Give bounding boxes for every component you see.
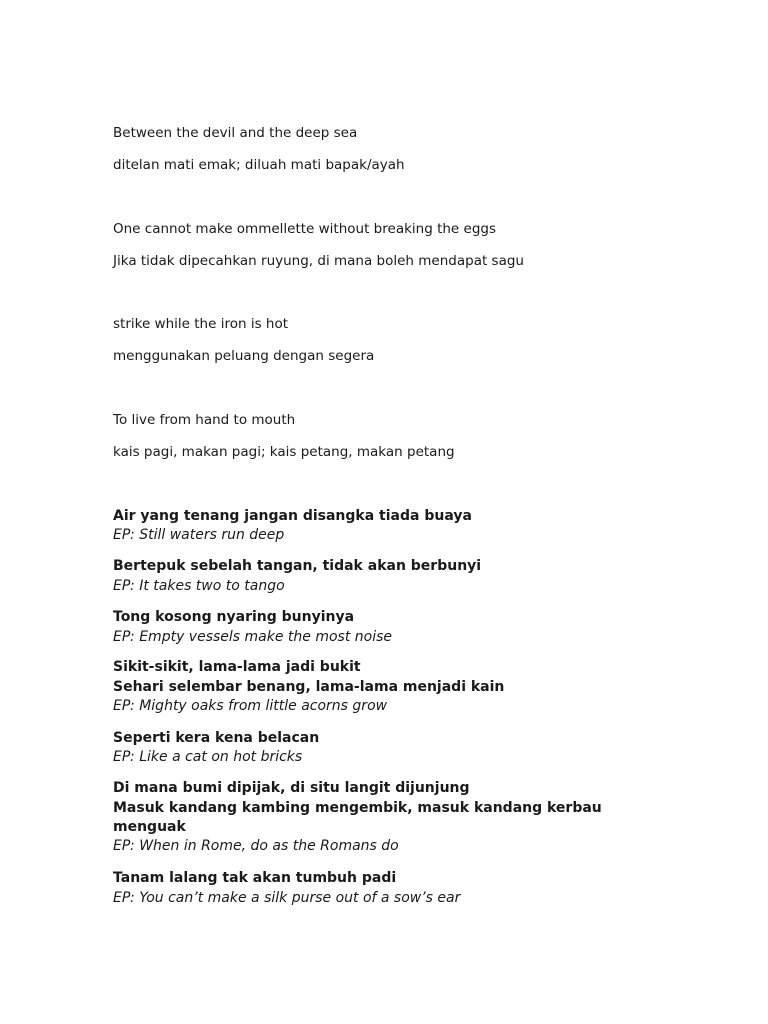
english-equivalent: EP: Mighty oaks from little acorns grow bbox=[113, 698, 388, 714]
english-equivalent: EP: It takes two to tango bbox=[113, 578, 285, 594]
english-equivalent: EP: Still waters run deep bbox=[113, 527, 285, 543]
malay-phrase: Jika tidak dipecahkan ruyung, di mana boleh mendapat sagu bbox=[113, 253, 524, 269]
malay-proverb: Di mana bumi dipijak, di situ langit dijunjung bbox=[113, 780, 470, 796]
malay-proverb: Tanam lalang tak akan tumbuh padi bbox=[113, 870, 397, 886]
english-equivalent: EP: Like a cat on hot bricks bbox=[113, 749, 303, 765]
malay-phrase: kais pagi, makan pagi; kais petang, makan petang bbox=[113, 444, 455, 460]
malay-proverb: Sikit-sikit, lama-lama jadi bukit bbox=[113, 659, 361, 675]
malay-proverb: Air yang tenang jangan disangka tiada buaya bbox=[113, 508, 472, 524]
malay-proverb: Seperti kera kena belacan bbox=[113, 730, 320, 746]
malay-phrase: ditelan mati emak; diluah mati bapak/ayah bbox=[113, 157, 405, 173]
english-equivalent: EP: You can’t make a silk purse out of a sow’s ear bbox=[113, 890, 461, 906]
english-phrase: strike while the iron is hot bbox=[113, 316, 288, 332]
malay-phrase: menggunakan peluang dengan segera bbox=[113, 348, 375, 364]
malay-proverb: menguak bbox=[113, 819, 186, 835]
english-phrase: One cannot make ommellette without breaking the eggs bbox=[113, 221, 496, 237]
english-phrase: To live from hand to mouth bbox=[113, 412, 296, 428]
english-phrase: Between the devil and the deep sea bbox=[113, 125, 358, 141]
english-equivalent: EP: Empty vessels make the most noise bbox=[113, 629, 393, 645]
english-equivalent: EP: When in Rome, do as the Romans do bbox=[113, 838, 399, 854]
malay-proverb: Masuk kandang kambing mengembik, masuk kandang kerbau bbox=[113, 800, 602, 816]
malay-proverb: Tong kosong nyaring bunyinya bbox=[113, 609, 355, 625]
malay-proverb: Bertepuk sebelah tangan, tidak akan berbunyi bbox=[113, 558, 482, 574]
malay-proverb: Sehari selembar benang, lama-lama menjadi kain bbox=[113, 679, 505, 695]
